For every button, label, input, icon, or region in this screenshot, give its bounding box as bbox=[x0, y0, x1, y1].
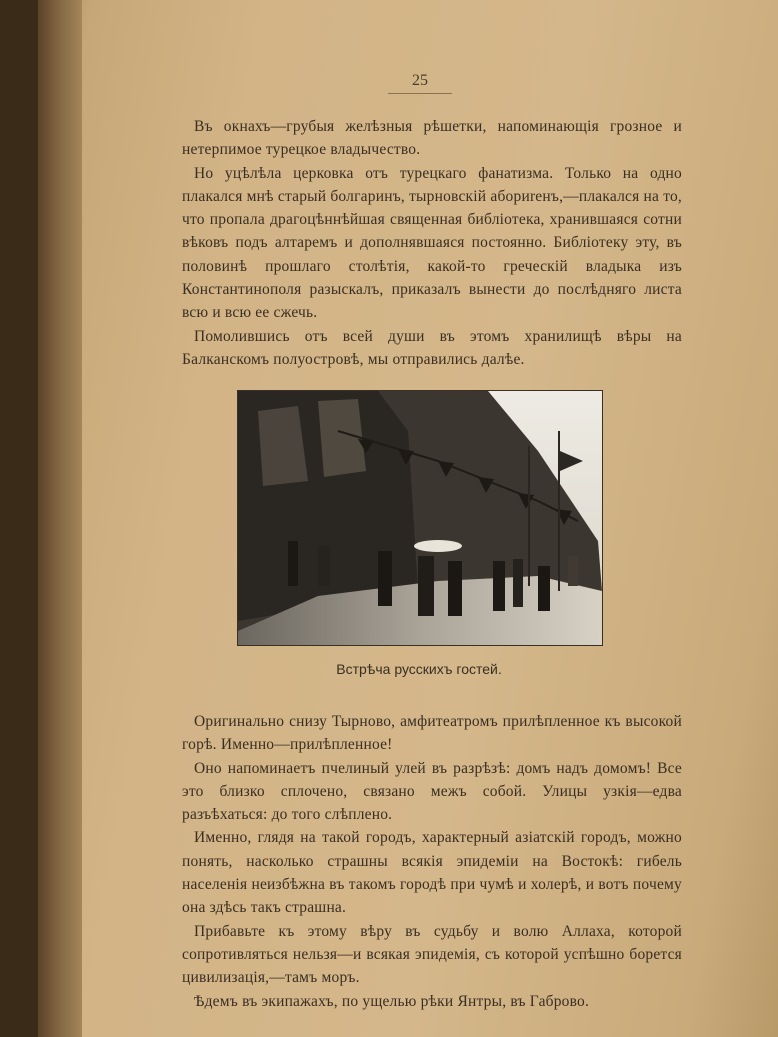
page-number-rule bbox=[388, 93, 452, 94]
halftone-photograph bbox=[237, 390, 603, 646]
figure-caption: Встрѣча русскихъ гостей. bbox=[336, 661, 502, 677]
bottom-text-block bbox=[182, 710, 682, 1013]
paragraph: Помолившись отъ всей души въ этомъ хранилищѣ вѣры на Балканскомъ полуостровѣ, мы отправились далѣе. bbox=[182, 327, 682, 368]
paragraph: Въ окнахъ—грубыя желѣзныя рѣшетки, напоминающія грозное и нетерпимое турецкое владычество. bbox=[182, 118, 682, 159]
paragraph: Прибавьте къ этому вѣру въ судьбу и волю Аллаха, которой сопротивляться нельзя—и всякая эпидемія, съ которой успѣшно борется цивилизація,—тамъ моръ. bbox=[182, 922, 682, 987]
paragraph: Ѣдемъ въ экипажахъ, по ущелью рѣки Янтры, въ Габрово. bbox=[194, 992, 590, 1010]
page-gutter-shadow bbox=[38, 0, 82, 1037]
paragraph: Оно напоминаетъ пчелиный улей въ разрѣзѣ: домъ надъ домомъ! Все это близко сплочено, связано межъ собой. Улицы узкія—едва разъѣхаться: до того слѣплено. bbox=[182, 759, 682, 824]
book-page bbox=[38, 0, 778, 1037]
top-text-block bbox=[182, 115, 682, 371]
paragraph: Именно, глядя на такой городъ, характерный азіатскій городъ, можно понять, насколько страшны всякія эпидеміи на Востокѣ: гибель населенія неизбѣжна въ такомъ городѣ при чумѣ и холерѣ, и вотъ почему она здѣсь такъ страшна. bbox=[182, 829, 682, 917]
paragraph: Оригинально снизу Тырново, амфитеатромъ прилѣпленное къ высокой горѣ. Именно—прилѣпленное! bbox=[182, 713, 682, 754]
paragraph: Но уцѣлѣла церковка отъ турецкаго фанатизма. Только на одно плакался мнѣ старый болгаринъ, тырновскій абориrенъ,—плакался на то, что пропала драгоцѣннѣйшая священная библіотека, хранившаяся сотни вѣковъ подъ алтаремъ и дополнявшаяся постоянно. Библіотеку эту, въ половинѣ прошлаго столѣтія, какой-то греческій владыка изъ Константинополя разыскалъ, приказалъ вынести до послѣдняго листа всю и всю ее сжечь. bbox=[182, 164, 682, 322]
page-number: 25 bbox=[412, 72, 428, 89]
street-scene-image bbox=[238, 391, 602, 645]
